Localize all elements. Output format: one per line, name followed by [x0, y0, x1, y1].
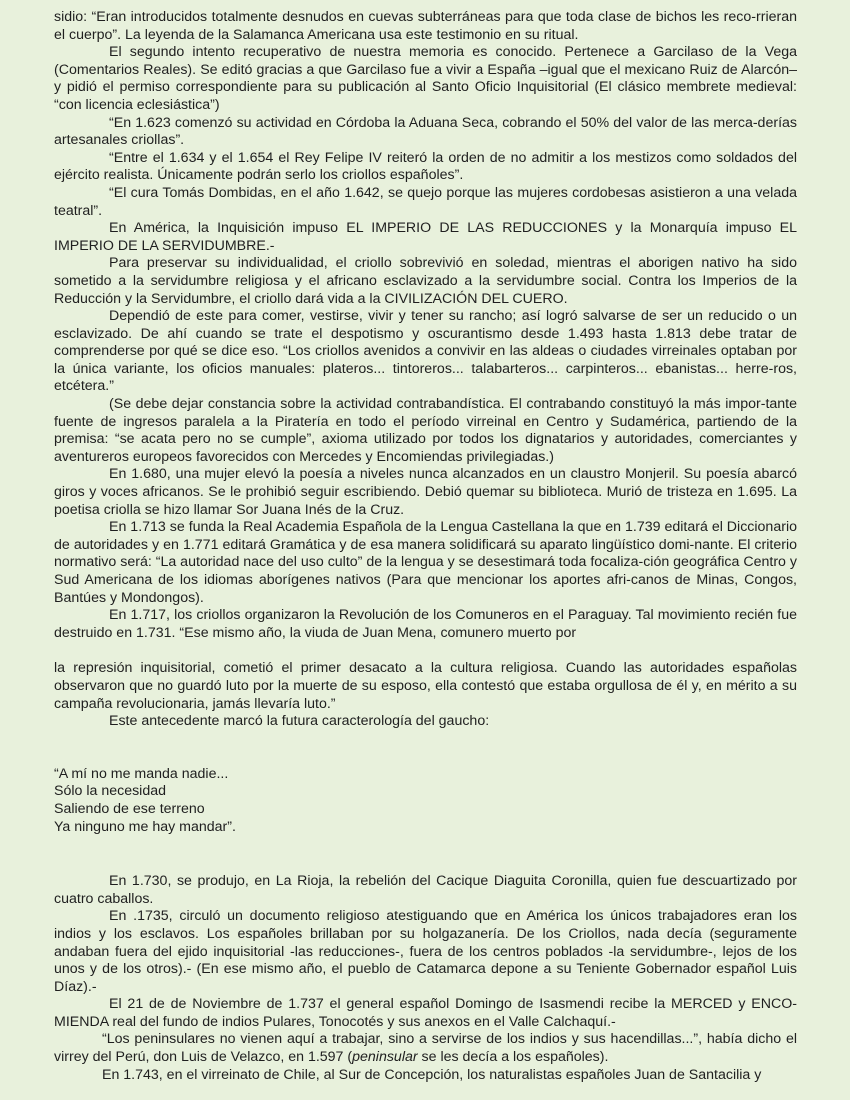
paragraph-contrabando: (Se debe dejar constancia sobre la actividad contrabandística. El contrabando constituyó la más impor-tante fuente de ingresos paralela a la Piratería en todo el período virreinal en Centro y Sudamérica, partiendo de la premisa: “se acata pero no se cumple”, axioma utilizado por todos los dignatarios y autoridades, comerciantes y aventureros europeos favorecidos con Mercedes y Encomiendas privilegiadas.): [54, 396, 797, 465]
paragraph-isasmendi: El 21 de de Noviembre de 1.737 el general español Domingo de Isasmendi recibe la MERCED y ENCO-MIENDA real del fundo de indios Pulares, Tonocotés y sus anexos en el Valle Calchaquí.-: [54, 996, 797, 1030]
paragraph-comuneros: En 1.717, los criollos organizaron la Revolución de los Comuneros en el Paraguay. Tal movimiento recién fue destruido en 1.731. “Ese mismo año, la viuda de Juan Mena, comunero muerto por: [54, 607, 797, 641]
paragraph-coronilla: En 1.730, se produjo, en La Rioja, la rebelión del Cacique Diaguita Coronilla, quien fue descuartizado por cuatro caballos.: [54, 873, 797, 907]
quote-text-before: “Los peninsulares no vienen aquí a trabajar, sino a servirse de los indios y sus hacendillas...”, había dicho el virrey del Perú, don Luis de Velazco, en 1.597 (: [54, 1031, 797, 1066]
paragraph-virrey-velazco: [54, 1031, 797, 1066]
paragraph-felipe-iv: “Entre el 1.634 y el 1.654 el Rey Felipe IV reiteró la orden de no admitir a los mestizos como soldados del ejército realista. Únicamente podrán serlo los criollos españoles”.: [54, 149, 797, 184]
verse-block: [54, 766, 797, 836]
paragraph-imperios: En América, la Inquisición impuso EL IMPERIO DE LAS REDUCCIONES y la Monarquía impuso EL IMPERIO DE LA SERVIDUMBRE.-: [54, 220, 797, 254]
verse-line: Ya ninguno me hay mandar”.: [54, 818, 236, 835]
paragraph-antecedente: Este antecedente marcó la futura caracterología del gaucho:: [109, 713, 490, 730]
paragraph-oficios: Dependió de este para comer, vestirse, vivir y tener su rancho; así logró salvarse de ser un reducido o un esclavizado. De ahí cuando se trate el despotismo y oscurantismo desde 1.493 hasta 1.813 debe tratar de comprenderse por qué se dice eso. “Los criollos avenidos a convivir en las aldeas o ciudades virreinales optaban por la única variante, los oficios manuales: plateros... tintoreros... talabarteros... carpinteros... ebanistas... herre-ros, etcétera.”: [54, 308, 797, 395]
verse-line: Sólo la necesidad: [54, 783, 167, 800]
paragraph-documento-1735: En .1735, circuló un documento religioso atestiguando que en América los únicos trabajadores eran los indios y los esclavos. Los españoles brillaban por su holgazanería. De los Criollos, nada decía (seguramente andaban fuera del ejido inquisitorial -las reducciones-, fuera de los centros poblados -la servidumbre-, lejos de los unos y de los otros).- (En ese mismo año, el pueblo de Catamarca depone a su Teniente Gobernador español Luis Díaz).-: [54, 908, 797, 995]
verse-line: “A mí no me manda nadie...: [54, 765, 229, 782]
spacer: [54, 731, 797, 766]
verse-line: Saliendo de ese terreno: [54, 800, 205, 817]
quote-text-after: se les decía a los españoles).: [417, 1049, 609, 1066]
spacer: [54, 642, 797, 660]
paragraph-santacilia: En 1.743, en el virreinato de Chile, al Sur de Concepción, los naturalistas españoles Juan de Santacilia y: [102, 1066, 762, 1083]
paragraph-real-academia: En 1.713 se funda la Real Academia Española de la Lengua Castellana la que en 1.739 editará el Diccionario de autoridades y en 1.771 editará Gramática y de esa manera solidificará su aparato lingüístico domi-nante. El criterio normativo será: “La autoridad nace del uso culto” de la lengua y se desestimará toda focaliza-ción geográfica Centro y Sud Americana de los idiomas aborígenes nativos (Para que mencionar los aportes afri-canos de Minas, Congos, Bantúes y Mondongos).: [54, 519, 797, 606]
paragraph-garcilaso: El segundo intento recuperativo de nuestra memoria es conocido. Pertenece a Garcilaso de la Vega (Comentarios Reales). Se editó gracias a que Garcilaso fue a vivir a España –igual que el mexicano Ruiz de Alarcón– y pidió el permiso correspondiente para su publicación al Santo Oficio Inquisitorial (El clásico membrete medieval: “con licencia eclesiástica”): [54, 44, 797, 113]
paragraph-aduana-seca: “En 1.623 comenzó su actividad en Córdoba la Aduana Seca, cobrando el 50% del valor de las merca-derías artesanales criollas”.: [54, 114, 797, 149]
paragraph-salamanca: sidio: “Eran introducidos totalmente desnudos en cuevas subterráneas para que toda clase de bichos les reco-rrieran el cuerpo”. La leyenda de la Salamanca Americana usa este testimonio en su ritual.: [54, 9, 797, 43]
italic-term: peninsular: [352, 1049, 418, 1066]
paragraph-tomas-dombidas: “El cura Tomás Dombidas, en el año 1.642, se quejo porque las mujeres cordobesas asistieron a una velada teatral”.: [54, 184, 797, 219]
paragraph-civilizacion-cuero: Para preservar su individualidad, el criollo sobrevivió en soledad, mientras el aborigen nativo ha sido sometido a la servidumbre religiosa y el africano esclavizado a la servidumbre social. Contra los Imperios de la Reducción y la Servidumbre, el criollo dará vida a la CIVILIZACIÓN DEL CUERO.: [54, 255, 797, 307]
paragraph-viuda: la represión inquisitorial, cometió el primer desacato a la cultura religiosa. Cuando las autoridades españolas observaron que no guardó luto por la muerte de su esposo, ella contestó que estaba orgullosa de él y, en mérito a su campaña revolucionaria, jamás llevaría luto.”: [54, 660, 797, 712]
spacer: [54, 836, 797, 873]
paragraph-sor-juana: En 1.680, una mujer elevó la poesía a niveles nunca alcanzados en un claustro Monjeril. Su poesía abarcó giros y voces africanos. Se le prohibió seguir escribiendo. Debió quemar su biblioteca. Murió de tristeza en 1.695. La poetisa criolla se hizo llamar Sor Juana Inés de la Cruz.: [54, 466, 797, 518]
